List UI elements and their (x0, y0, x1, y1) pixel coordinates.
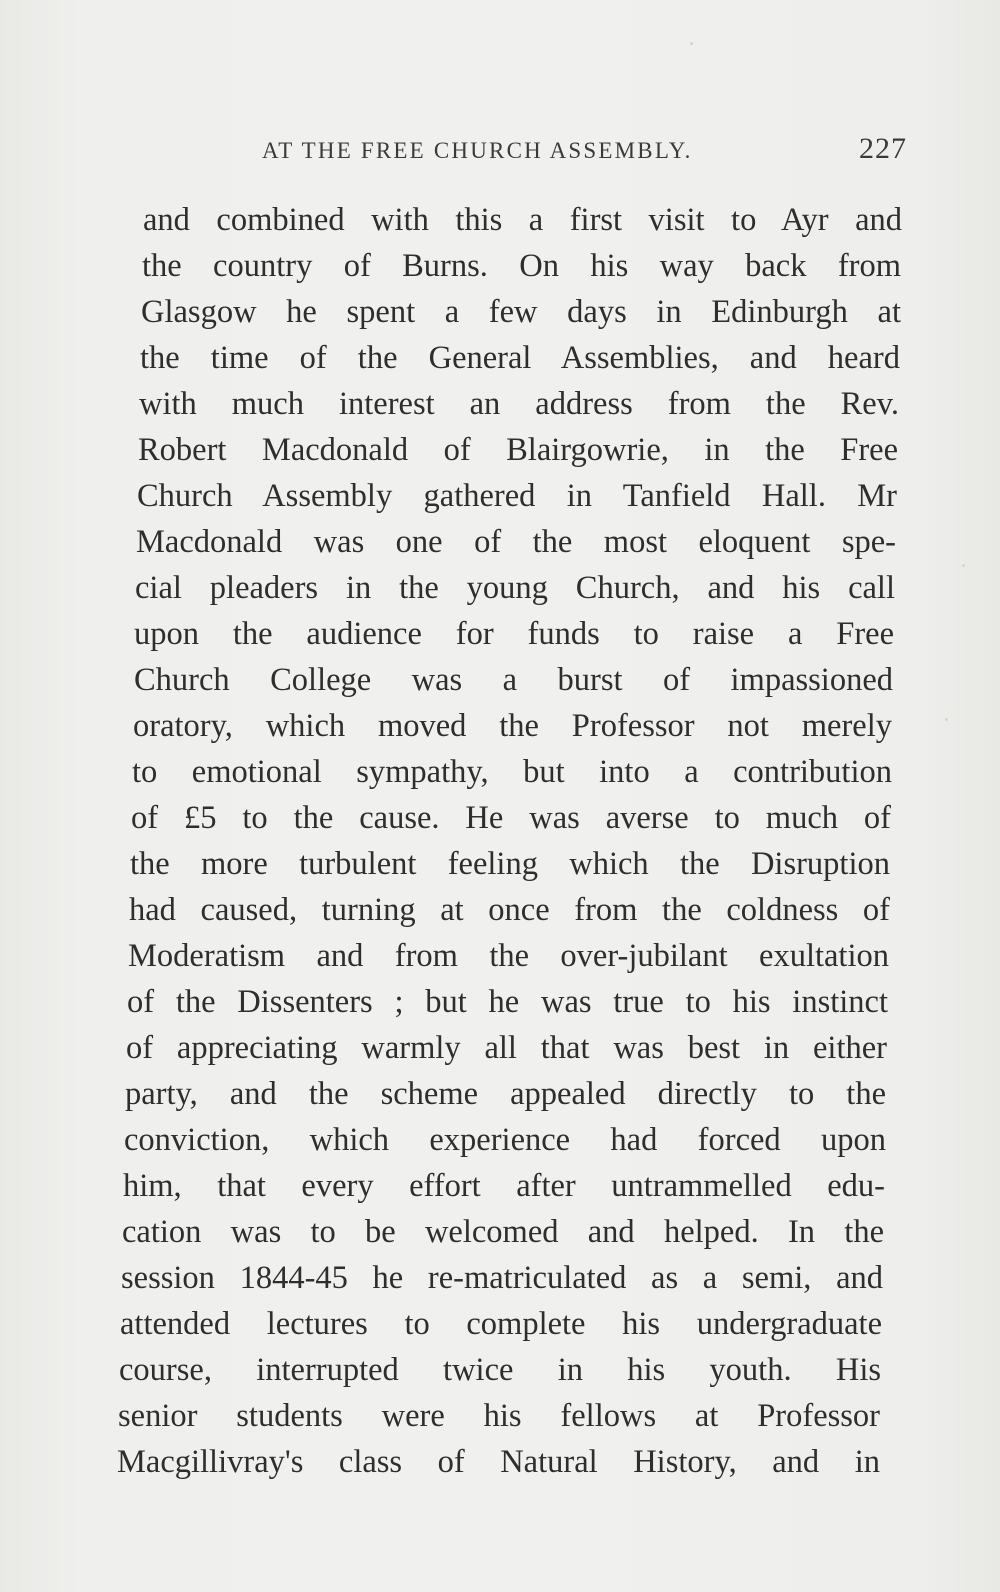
text-line: upon the audience for funds to raise a Free (134, 616, 894, 652)
text-line: the time of the General Assemblies, and heard (140, 340, 900, 376)
text-line: with much interest an address from the Rev. (139, 386, 899, 422)
text-line: and combined with this a first visit to Ayr and (143, 202, 902, 238)
text-line: senior students were his fellows at Professor (118, 1398, 880, 1434)
text-line: oratory, which moved the Professor not merely (133, 708, 892, 744)
text-line: Macdonald was one of the most eloquent spe- (136, 524, 896, 560)
running-head (262, 132, 907, 172)
text-line: attended lectures to complete his undergraduate (120, 1306, 882, 1342)
text-line: cial pleaders in the young Church, and his call (135, 570, 895, 606)
text-line: party, and the scheme appealed directly to the (125, 1076, 886, 1112)
paper-speck (690, 42, 693, 45)
text-line: Robert Macdonald of Blairgowrie, in the Free (138, 432, 898, 468)
text-line: Moderatism and from the over-jubilant exultation (128, 938, 889, 974)
text-line: had caused, turning at once from the coldness of (129, 892, 890, 928)
text-line: of the Dissenters ; but he was true to his instinct (127, 984, 888, 1020)
text-line: to emotional sympathy, but into a contribution (132, 754, 892, 790)
paper-speck (962, 564, 965, 567)
text-line: of appreciating warmly all that was best in either (126, 1030, 887, 1066)
text-line: him, that every effort after untrammelled edu- (123, 1168, 885, 1204)
text-line: Macgillivray's class of Natural History, and in (117, 1444, 880, 1480)
page-number: 227 (859, 132, 907, 165)
running-title: AT THE FREE CHURCH ASSEMBLY. (262, 138, 693, 163)
text-line: of £5 to the cause. He was averse to much of (131, 800, 891, 836)
text-line: Glasgow he spent a few days in Edinburgh at (141, 294, 901, 330)
text-line: cation was to be welcomed and helped. In the (122, 1214, 884, 1250)
text-line: session 1844-45 he re-matriculated as a semi, and (121, 1260, 883, 1296)
text-line: Church College was a burst of impassioned (134, 662, 893, 698)
paper-speck (945, 718, 948, 721)
text-line: Church Assembly gathered in Tanfield Hall. Mr (137, 478, 897, 514)
text-line: course, interrupted twice in his youth. His (119, 1352, 881, 1388)
text-line: the country of Burns. On his way back from (142, 248, 901, 284)
text-line: the more turbulent feeling which the Disruption (130, 846, 890, 882)
text-line: conviction, which experience had forced upon (124, 1122, 886, 1158)
